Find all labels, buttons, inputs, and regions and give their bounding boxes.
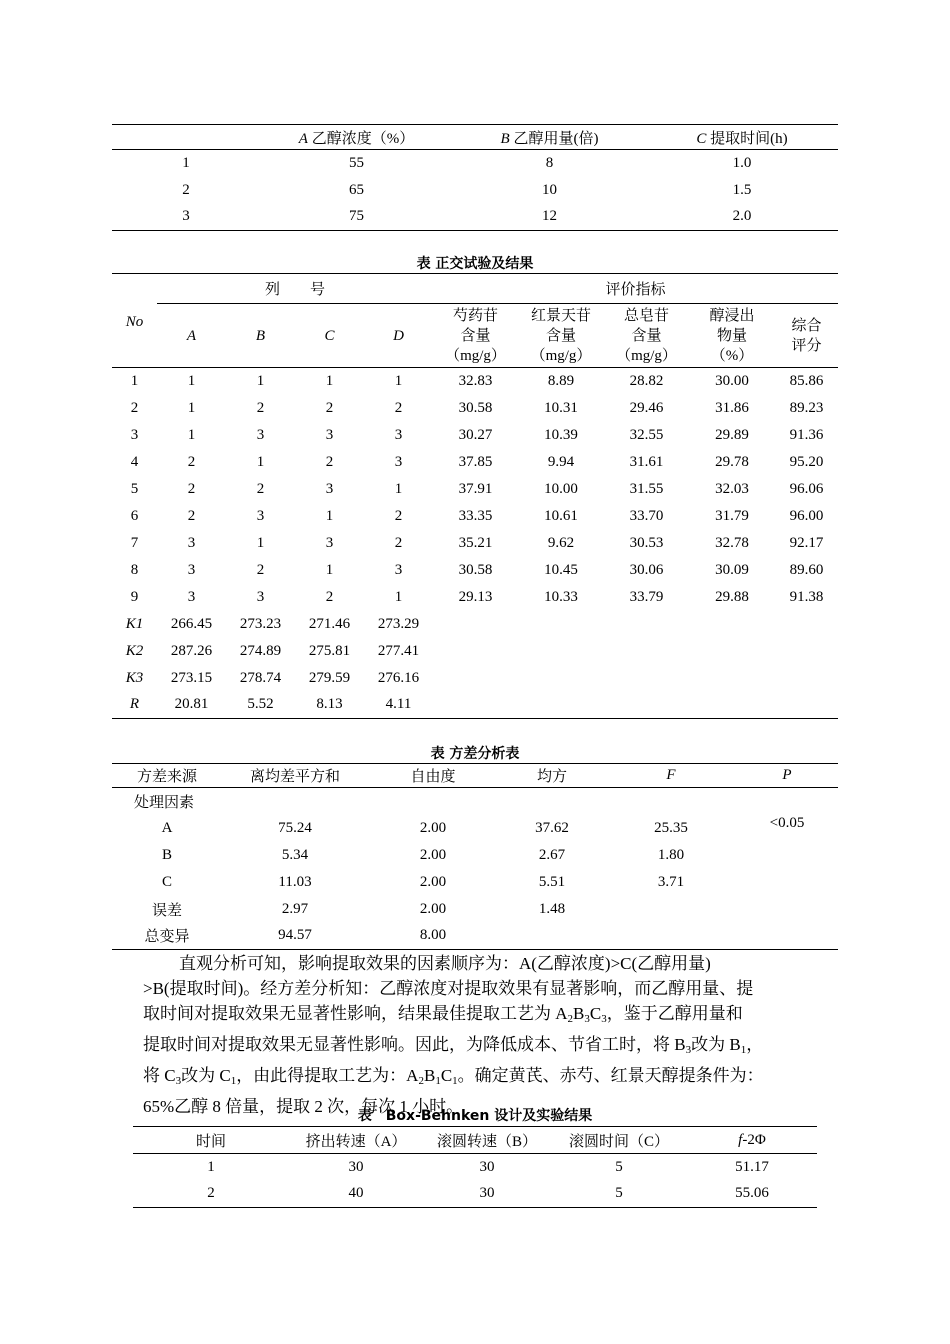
table-row bbox=[112, 788, 838, 815]
table-cell: 总变异 bbox=[144, 929, 190, 946]
table-cell: 3 bbox=[325, 480, 334, 497]
table-cell: 2.67 bbox=[538, 846, 566, 863]
table-cell bbox=[736, 896, 838, 923]
table-cell: 8.13 bbox=[316, 696, 343, 713]
table-cell: 31.79 bbox=[715, 507, 749, 524]
table-row bbox=[112, 584, 838, 611]
table-cell: 96.00 bbox=[789, 507, 824, 524]
table-cell: 3 bbox=[256, 507, 265, 524]
orthogonal-table-caption: 表 正交试验及结果 bbox=[416, 256, 534, 272]
paragraph-line: 65%乙醇 8 倍量，提取 2 次，每次 1 小时。 bbox=[143, 1097, 464, 1116]
table-row: 2 65 10 1.5 bbox=[182, 181, 752, 198]
table-cell: 2 bbox=[256, 480, 265, 497]
paragraph-line: 直观分析可知，影响提取效果的因素顺序为：A(乙醇浓度)>C(乙醇用量) bbox=[179, 954, 711, 973]
table-cell: 3 bbox=[130, 426, 139, 443]
table-cell: 278.74 bbox=[239, 669, 282, 686]
table-cell: 273.15 bbox=[170, 669, 213, 686]
table-row bbox=[112, 449, 838, 476]
table-cell bbox=[736, 869, 838, 896]
orthogonal-test-table bbox=[112, 273, 838, 719]
table-row bbox=[112, 869, 838, 896]
table-row bbox=[112, 476, 838, 503]
table-cell: C bbox=[161, 873, 172, 890]
table-cell: 2.00 bbox=[419, 819, 447, 836]
table-cell: 2.00 bbox=[419, 873, 447, 890]
table-cell: 33.70 bbox=[629, 507, 664, 524]
anova-header-cell: 均方 bbox=[536, 769, 567, 785]
table-row bbox=[112, 368, 838, 395]
table-cell: 32.03 bbox=[715, 480, 749, 497]
table-cell: 85.86 bbox=[789, 372, 824, 389]
paragraph-line: 取时间对提取效果无显著性影响，结果最佳提取工艺为 $A_2B_3C_3$，鉴于乙醇用量和 bbox=[143, 1004, 743, 1025]
table-cell: 37.91 bbox=[458, 480, 493, 497]
k-row bbox=[112, 611, 838, 638]
table-cell: 2 bbox=[325, 453, 334, 470]
table-cell: 32.78 bbox=[715, 534, 749, 551]
table-cell: 279.59 bbox=[308, 669, 351, 686]
table-cell: 28.82 bbox=[629, 372, 664, 389]
table-cell bbox=[736, 842, 838, 869]
table-cell: 276.16 bbox=[377, 669, 420, 686]
evaluation-index-header: 评价指标 bbox=[433, 274, 838, 304]
table-cell: 3 bbox=[256, 426, 265, 443]
paragraph-line: 提取时间对提取效果无显著性影响。因此，为降低成本、节省工时，将 $B_3$改为 $B_1$， bbox=[143, 1035, 764, 1056]
table-cell bbox=[736, 923, 838, 950]
table-cell: 8.89 bbox=[547, 372, 575, 389]
table-cell: 1 bbox=[394, 588, 403, 605]
table-cell: 92.17 bbox=[789, 534, 824, 551]
table-cell: 31.86 bbox=[715, 399, 749, 416]
k-row bbox=[112, 692, 838, 719]
table-cell: 2.97 bbox=[281, 900, 309, 917]
eval-col-header: 综合 评分 bbox=[791, 317, 822, 354]
table-cell bbox=[498, 923, 606, 950]
factor-col-header: B bbox=[255, 327, 266, 344]
table-cell: 273.29 bbox=[377, 615, 420, 632]
factor-level-table bbox=[112, 124, 838, 231]
table-cell bbox=[222, 788, 368, 815]
table-cell: 29.78 bbox=[715, 453, 749, 470]
eval-col-header: 红景天苷 含量 （mg/g） bbox=[530, 307, 592, 364]
bbd-header-cell: 滚圆时间（C） bbox=[568, 1133, 669, 1150]
table-cell: 273.23 bbox=[239, 615, 282, 632]
table-cell: 3 bbox=[256, 588, 265, 605]
bbd-header-cell: f-2Φ bbox=[738, 1131, 766, 1148]
table-cell: 20.81 bbox=[174, 696, 209, 713]
table-cell: 1 bbox=[394, 480, 403, 497]
table-row bbox=[112, 842, 838, 869]
table-cell: 1 bbox=[187, 372, 196, 389]
table-cell: 91.36 bbox=[789, 426, 824, 443]
table-row bbox=[112, 557, 838, 584]
table-cell: 1.80 bbox=[657, 846, 685, 863]
k-row-label: K1 bbox=[125, 615, 144, 632]
table-cell: 30.09 bbox=[715, 561, 749, 578]
paragraph-line: 将 $C_3$改为 $C_1$，由此得提取工艺为：$A_2B_1C_1$。确定黄芪、赤芍、红景天醇提条件为： bbox=[143, 1066, 764, 1087]
table-cell: B bbox=[161, 846, 172, 863]
factor-header-cell: A 乙醇浓度（%） bbox=[298, 130, 415, 147]
table-row bbox=[112, 815, 838, 842]
analysis-paragraph bbox=[143, 951, 808, 1119]
k-row bbox=[112, 638, 838, 665]
table-cell: 75.24 bbox=[278, 819, 312, 836]
table-cell: 3 bbox=[394, 561, 403, 578]
table-cell: 1 bbox=[325, 372, 334, 389]
table-cell bbox=[606, 788, 736, 815]
table-cell: 2.00 bbox=[419, 900, 447, 917]
eval-col-header: 醇浸出 物量 （%） bbox=[709, 307, 755, 364]
table-cell: 277.41 bbox=[377, 642, 420, 659]
table-cell: 3 bbox=[325, 426, 334, 443]
table-row: 3 75 12 2.0 bbox=[112, 204, 838, 231]
table-cell: 30.27 bbox=[458, 426, 493, 443]
table-cell: 30.58 bbox=[458, 561, 493, 578]
table-row bbox=[112, 395, 838, 422]
table-row bbox=[112, 422, 838, 449]
table-cell: 1 bbox=[187, 426, 196, 443]
table-cell: 5 bbox=[130, 480, 139, 497]
table-cell: 3 bbox=[187, 561, 196, 578]
anova-table-caption: 表 方差分析表 bbox=[430, 746, 520, 762]
table-cell: 2 bbox=[256, 561, 265, 578]
eval-col-header: 总皂苷 含量 （mg/g） bbox=[616, 307, 677, 364]
table-cell: 29.89 bbox=[715, 426, 749, 443]
table-cell: 96.06 bbox=[789, 480, 824, 497]
table-cell: 37.85 bbox=[458, 453, 493, 470]
table-cell: 10.33 bbox=[544, 588, 578, 605]
table-cell: 3 bbox=[187, 534, 196, 551]
table-cell: 29.88 bbox=[715, 588, 749, 605]
table-cell: 3 bbox=[187, 588, 196, 605]
table-cell: 1 bbox=[187, 399, 196, 416]
k-row-label: K2 bbox=[125, 642, 144, 659]
eval-col-header: 芍药苷 含量 （mg/g） bbox=[445, 307, 506, 364]
factor-header-cell: C 提取时间(h) bbox=[696, 130, 788, 147]
table-cell: 30.00 bbox=[715, 372, 749, 389]
factor-header-cell bbox=[112, 125, 260, 150]
table-cell: 2.00 bbox=[419, 846, 447, 863]
table-cell: 4 bbox=[130, 453, 139, 470]
anova-table bbox=[112, 763, 838, 950]
table-cell: 10.39 bbox=[544, 426, 578, 443]
anova-header-cell: 方差来源 bbox=[136, 769, 197, 785]
table-cell: 1 bbox=[256, 372, 265, 389]
table-cell: 2 bbox=[394, 534, 403, 551]
k-row-label: R bbox=[129, 696, 140, 713]
table-cell: 误差 bbox=[151, 902, 182, 919]
table-cell: 91.38 bbox=[789, 588, 824, 605]
table-row bbox=[112, 503, 838, 530]
factor-col-header: C bbox=[324, 327, 335, 344]
table-row bbox=[112, 923, 838, 950]
table-cell: 6 bbox=[130, 507, 139, 524]
table-cell: 3.71 bbox=[657, 873, 685, 890]
table-cell: 9.94 bbox=[547, 453, 575, 470]
table-cell: 94.57 bbox=[278, 927, 312, 944]
column-number-header: 列 号 bbox=[157, 274, 433, 304]
k-row bbox=[112, 665, 838, 692]
anova-header-cell: P bbox=[782, 767, 792, 783]
table-cell: 10.00 bbox=[544, 480, 578, 497]
table-cell: A bbox=[161, 819, 173, 836]
table-cell: 29.46 bbox=[629, 399, 664, 416]
table-cell: 33.35 bbox=[458, 507, 493, 524]
table-cell: 2 bbox=[187, 507, 196, 524]
table-cell: 2 bbox=[187, 453, 196, 470]
table-cell: 8.00 bbox=[419, 927, 447, 944]
table-row: 2 40 30 5 55.06 bbox=[133, 1181, 817, 1208]
table-cell: 1 bbox=[325, 507, 334, 524]
table-cell: 7 bbox=[130, 534, 139, 551]
k-row-label: K3 bbox=[125, 669, 144, 686]
table-cell: 2 bbox=[325, 588, 334, 605]
table-cell: 266.45 bbox=[170, 615, 213, 632]
factor-header-cell: B 乙醇用量(倍) bbox=[500, 130, 599, 147]
table-cell: 275.81 bbox=[308, 642, 351, 659]
table-cell: 89.60 bbox=[789, 561, 824, 578]
table-cell: 89.23 bbox=[789, 399, 824, 416]
table-cell bbox=[368, 788, 498, 815]
table-cell: 30.06 bbox=[629, 561, 664, 578]
table-cell: 4.11 bbox=[385, 696, 412, 713]
table-cell: 1 bbox=[394, 372, 403, 389]
table-cell: 10.61 bbox=[544, 507, 578, 524]
table-cell: 29.13 bbox=[458, 588, 493, 605]
table-row bbox=[112, 896, 838, 923]
bbd-header-cell: 滚圆转速（B） bbox=[436, 1133, 537, 1150]
table-cell: 37.62 bbox=[535, 819, 569, 836]
table-cell: 3 bbox=[325, 534, 334, 551]
table-cell: 8 bbox=[130, 561, 139, 578]
table-cell: 2 bbox=[325, 399, 334, 416]
table-cell: 95.20 bbox=[789, 453, 824, 470]
table-cell bbox=[606, 896, 736, 923]
table-cell: 35.21 bbox=[458, 534, 493, 551]
table-cell: 32.83 bbox=[458, 372, 493, 389]
table-cell: 1 bbox=[256, 534, 265, 551]
table-cell bbox=[498, 788, 606, 815]
anova-header-cell: 自由度 bbox=[410, 769, 456, 785]
table-cell: 1 bbox=[325, 561, 334, 578]
box-behnken-table bbox=[133, 1126, 817, 1208]
table-row: 1 55 8 1.0 bbox=[182, 154, 752, 171]
table-cell: 1 bbox=[130, 372, 139, 389]
table-cell: 271.46 bbox=[308, 615, 351, 632]
table-cell: 31.55 bbox=[629, 480, 664, 497]
table-cell: 274.89 bbox=[239, 642, 282, 659]
table-cell: 287.26 bbox=[170, 642, 213, 659]
table-cell: 2 bbox=[394, 507, 403, 524]
table-cell: 5.51 bbox=[538, 873, 566, 890]
table-cell: 30.53 bbox=[629, 534, 664, 551]
table-cell: 2 bbox=[394, 399, 403, 416]
table-cell: 33.79 bbox=[629, 588, 664, 605]
table-cell: 2 bbox=[187, 480, 196, 497]
factor-col-header: A bbox=[186, 327, 197, 344]
table-cell: 32.55 bbox=[629, 426, 664, 443]
table-cell: 1 bbox=[256, 453, 265, 470]
anova-header-cell: 离均差平方和 bbox=[249, 769, 340, 785]
bbd-header-cell: 挤出转速（A） bbox=[305, 1133, 407, 1150]
anova-header-cell: F bbox=[666, 767, 676, 783]
table-cell: 10.45 bbox=[544, 561, 578, 578]
no-header: No bbox=[112, 274, 157, 368]
table-cell: 30.58 bbox=[458, 399, 493, 416]
table-row bbox=[112, 530, 838, 557]
table-cell: 5.52 bbox=[247, 696, 274, 713]
table-cell: 3 bbox=[394, 453, 403, 470]
bbd-header-cell: 时间 bbox=[195, 1133, 226, 1150]
table-cell bbox=[606, 923, 736, 950]
table-cell: 9 bbox=[130, 588, 139, 605]
table-cell bbox=[736, 788, 838, 815]
table-cell: 31.61 bbox=[629, 453, 664, 470]
table-cell: 2 bbox=[256, 399, 265, 416]
table-cell: 5.34 bbox=[281, 846, 309, 863]
table-cell: 处理因素 bbox=[134, 794, 195, 811]
table-cell: 10.31 bbox=[544, 399, 578, 416]
table-cell: 1.48 bbox=[538, 900, 566, 917]
paragraph-line: >B(提取时间)。经方差分析知：乙醇浓度对提取效果有显著影响，而乙醇用量、提 bbox=[143, 979, 754, 998]
table-cell: <0.05 bbox=[769, 814, 805, 831]
table-cell: 25.35 bbox=[654, 819, 688, 836]
table-cell: 2 bbox=[130, 399, 139, 416]
bbd-table-caption: 表 Box-Behnken 设计及实验结果 bbox=[357, 1108, 593, 1124]
table-cell: 9.62 bbox=[547, 534, 575, 551]
table-cell: 11.03 bbox=[278, 873, 312, 890]
factor-col-header: D bbox=[393, 327, 404, 344]
table-cell: 3 bbox=[394, 426, 403, 443]
table-row: 1 30 30 5 51.17 bbox=[207, 1158, 769, 1175]
